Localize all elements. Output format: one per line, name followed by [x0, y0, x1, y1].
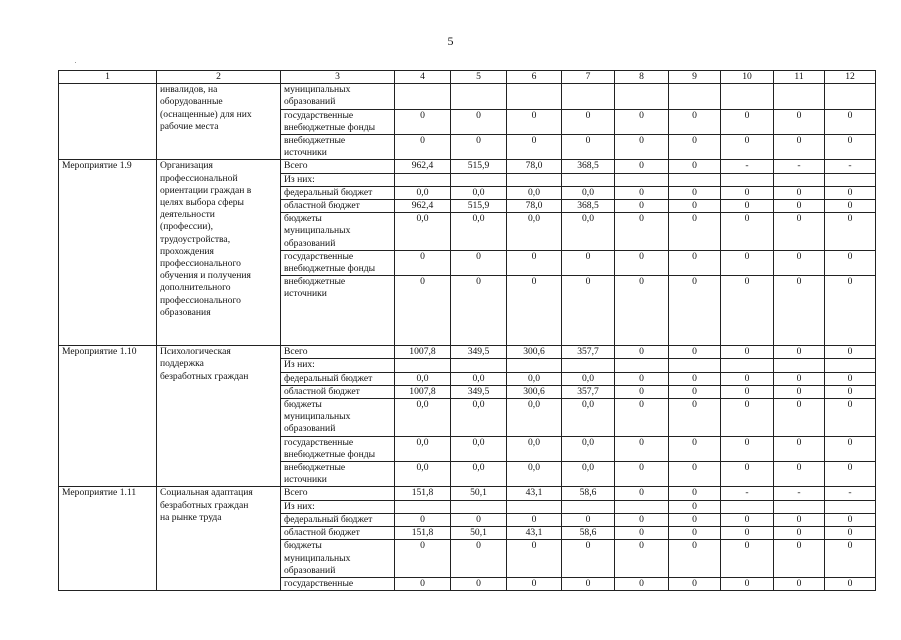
header-cell: 6 — [507, 71, 562, 84]
value-cell: 515,9 — [451, 200, 507, 213]
header-cell: 2 — [157, 71, 281, 84]
value-cell: 0 — [774, 385, 825, 398]
value-cell: 0 — [395, 276, 451, 346]
value-cell: 0 — [562, 276, 615, 346]
value-cell: 0 — [615, 527, 669, 540]
value-cell: 78,0 — [507, 200, 562, 213]
value-cell: - — [774, 487, 825, 500]
table-row — [59, 540, 876, 578]
value-cell: 0 — [562, 513, 615, 526]
event-cell — [59, 200, 157, 213]
value-cell: 0 — [669, 540, 721, 578]
table-row — [59, 385, 876, 398]
value-cell: 0,0 — [562, 186, 615, 199]
source-cell: государственные внебюджетные фонды — [281, 250, 395, 275]
value-cell — [562, 359, 615, 372]
value-cell: 0 — [721, 385, 774, 398]
source-cell: Из них: — [281, 173, 395, 186]
value-cell — [451, 84, 507, 109]
value-cell: 0 — [721, 399, 774, 437]
value-cell: 300,6 — [507, 346, 562, 359]
value-cell: 515,9 — [451, 160, 507, 173]
value-cell — [562, 173, 615, 186]
value-cell: 357,7 — [562, 346, 615, 359]
table-row — [59, 527, 876, 540]
value-cell: 0 — [395, 109, 451, 134]
description-text: Социальная адаптация безработных граждан на рынке труда — [160, 487, 253, 523]
event-cell — [59, 359, 157, 372]
value-cell: 0 — [669, 186, 721, 199]
description-cell — [157, 346, 281, 382]
value-cell: 0,0 — [395, 372, 451, 385]
description-cell — [157, 577, 281, 590]
value-cell: 0,0 — [451, 436, 507, 461]
value-cell — [395, 500, 451, 513]
value-cell: 0 — [562, 540, 615, 578]
value-cell: 0 — [825, 540, 876, 578]
value-cell — [395, 173, 451, 186]
value-cell: 0 — [669, 135, 721, 160]
event-cell — [59, 135, 157, 160]
value-cell: 0 — [669, 527, 721, 540]
value-cell: 0 — [615, 577, 669, 590]
value-cell: 0 — [721, 436, 774, 461]
value-cell — [774, 84, 825, 109]
value-cell: 0 — [615, 213, 669, 251]
value-cell: 0 — [721, 346, 774, 359]
value-cell: 0 — [451, 250, 507, 275]
value-cell: 0 — [669, 462, 721, 487]
source-cell: бюджеты муниципальных образований — [281, 540, 395, 578]
value-cell: - — [721, 160, 774, 173]
source-cell: бюджеты муниципальных образований — [281, 399, 395, 437]
table-row — [59, 462, 876, 487]
value-cell: 0 — [669, 577, 721, 590]
source-cell: федеральный бюджет — [281, 372, 395, 385]
value-cell: 368,5 — [562, 160, 615, 173]
value-cell — [825, 173, 876, 186]
value-cell — [507, 84, 562, 109]
event-cell — [59, 173, 157, 186]
value-cell — [615, 173, 669, 186]
value-cell: 0 — [774, 436, 825, 461]
value-cell: 0,0 — [395, 399, 451, 437]
value-cell: 0 — [825, 346, 876, 359]
event-cell — [59, 276, 157, 346]
value-cell: 0 — [615, 346, 669, 359]
table-row — [59, 577, 876, 590]
value-cell: 0,0 — [507, 186, 562, 199]
source-cell: внебюджетные источники — [281, 135, 395, 160]
event-cell — [59, 385, 157, 398]
value-cell: 0 — [825, 513, 876, 526]
description-cell — [157, 385, 281, 398]
event-cell — [59, 577, 157, 590]
value-cell: 0,0 — [451, 213, 507, 251]
value-cell: - — [825, 487, 876, 500]
value-cell — [721, 359, 774, 372]
value-cell: 0,0 — [395, 186, 451, 199]
value-cell: 0 — [615, 487, 669, 500]
value-cell: 0 — [507, 276, 562, 346]
value-cell: 58,6 — [562, 487, 615, 500]
value-cell: 0 — [774, 540, 825, 578]
value-cell: 0,0 — [507, 372, 562, 385]
value-cell: 0 — [615, 436, 669, 461]
value-cell: 0 — [451, 540, 507, 578]
value-cell: 0 — [825, 186, 876, 199]
source-cell: внебюджетные источники — [281, 276, 395, 346]
description-cell — [157, 160, 281, 318]
value-cell: 0 — [721, 186, 774, 199]
event-cell — [59, 109, 157, 134]
value-cell: 0 — [615, 186, 669, 199]
value-cell: 0 — [669, 385, 721, 398]
value-cell: 1007,8 — [395, 385, 451, 398]
value-cell: 0 — [615, 135, 669, 160]
value-cell: 0 — [615, 462, 669, 487]
value-cell: 0 — [774, 135, 825, 160]
value-cell: 0 — [825, 436, 876, 461]
table-row — [59, 487, 876, 500]
value-cell: 0 — [615, 109, 669, 134]
value-cell: 0,0 — [395, 213, 451, 251]
value-cell: 0 — [507, 109, 562, 134]
value-cell: 50,1 — [451, 527, 507, 540]
value-cell — [451, 173, 507, 186]
value-cell: 0 — [615, 513, 669, 526]
value-cell: 43,1 — [507, 487, 562, 500]
value-cell: 0,0 — [507, 399, 562, 437]
value-cell: 0 — [615, 540, 669, 578]
value-cell: 0 — [774, 513, 825, 526]
value-cell: 300,6 — [507, 385, 562, 398]
header-cell: 7 — [562, 71, 615, 84]
table-row — [59, 160, 876, 173]
value-cell: 357,7 — [562, 385, 615, 398]
value-cell: 0 — [669, 250, 721, 275]
value-cell: 0 — [669, 160, 721, 173]
value-cell — [774, 359, 825, 372]
event-cell: Мероприятие 1.10 — [59, 346, 157, 359]
value-cell: 0 — [395, 250, 451, 275]
value-cell — [615, 359, 669, 372]
source-cell: областной бюджет — [281, 385, 395, 398]
value-cell: 0 — [774, 372, 825, 385]
source-cell: государственные — [281, 577, 395, 590]
value-cell: 0,0 — [451, 186, 507, 199]
value-cell: 0 — [669, 109, 721, 134]
value-cell: 0 — [451, 276, 507, 346]
source-cell: Всего — [281, 160, 395, 173]
value-cell: 151,8 — [395, 487, 451, 500]
value-cell: 0 — [669, 500, 721, 513]
description-cell — [157, 135, 281, 160]
value-cell: 0,0 — [562, 372, 615, 385]
value-cell: 0 — [562, 577, 615, 590]
header-cell: 11 — [774, 71, 825, 84]
event-cell — [59, 436, 157, 461]
value-cell: 0,0 — [507, 213, 562, 251]
description-cell — [157, 487, 281, 523]
value-cell: 0 — [721, 462, 774, 487]
value-cell: 0 — [507, 540, 562, 578]
value-cell — [825, 359, 876, 372]
header-cell: 10 — [721, 71, 774, 84]
value-cell: 0 — [774, 577, 825, 590]
value-cell: 0 — [615, 276, 669, 346]
value-cell: 0 — [825, 200, 876, 213]
event-cell — [59, 527, 157, 540]
event-cell: Мероприятие 1.9 — [59, 160, 157, 173]
value-cell: 0 — [825, 385, 876, 398]
value-cell — [507, 359, 562, 372]
budget-table — [58, 70, 876, 591]
value-cell: 0 — [825, 276, 876, 346]
value-cell — [615, 500, 669, 513]
value-cell: 0 — [507, 250, 562, 275]
value-cell — [825, 500, 876, 513]
value-cell: 0 — [825, 577, 876, 590]
value-cell — [721, 500, 774, 513]
value-cell: 0,0 — [562, 462, 615, 487]
value-cell: 0 — [451, 513, 507, 526]
description-cell — [157, 462, 281, 487]
value-cell: 0 — [615, 385, 669, 398]
value-cell — [507, 173, 562, 186]
value-cell: 0,0 — [451, 372, 507, 385]
value-cell: 0 — [721, 135, 774, 160]
value-cell: 0 — [721, 513, 774, 526]
value-cell: 1007,8 — [395, 346, 451, 359]
value-cell: 0 — [774, 527, 825, 540]
event-cell — [59, 513, 157, 526]
value-cell — [774, 500, 825, 513]
value-cell: 0 — [395, 513, 451, 526]
value-cell — [774, 173, 825, 186]
value-cell — [451, 359, 507, 372]
table-row — [59, 399, 876, 437]
value-cell: 0,0 — [451, 462, 507, 487]
value-cell: 0 — [825, 250, 876, 275]
value-cell — [395, 84, 451, 109]
event-cell — [59, 372, 157, 385]
value-cell: 0,0 — [395, 462, 451, 487]
value-cell: 0 — [451, 135, 507, 160]
value-cell: 0 — [774, 276, 825, 346]
value-cell: 0 — [669, 346, 721, 359]
table-row — [59, 436, 876, 461]
value-cell: 0 — [721, 527, 774, 540]
value-cell: 0 — [825, 399, 876, 437]
value-cell: 0 — [721, 276, 774, 346]
value-cell: 0 — [615, 250, 669, 275]
value-cell: 0 — [669, 399, 721, 437]
value-cell: 0 — [774, 346, 825, 359]
value-cell: 0 — [669, 487, 721, 500]
source-cell: областной бюджет — [281, 200, 395, 213]
source-cell: федеральный бюджет — [281, 186, 395, 199]
value-cell — [562, 84, 615, 109]
value-cell: 0 — [825, 213, 876, 251]
value-cell: 0,0 — [395, 436, 451, 461]
value-cell: 0 — [395, 540, 451, 578]
value-cell: 0 — [669, 372, 721, 385]
value-cell — [669, 84, 721, 109]
value-cell: 0 — [825, 372, 876, 385]
value-cell — [562, 500, 615, 513]
value-cell: - — [721, 487, 774, 500]
value-cell: 0 — [774, 186, 825, 199]
value-cell — [451, 500, 507, 513]
value-cell: 43,1 — [507, 527, 562, 540]
source-cell: областной бюджет — [281, 527, 395, 540]
description-cell — [157, 436, 281, 461]
value-cell: 962,4 — [395, 200, 451, 213]
event-cell — [59, 540, 157, 578]
value-cell: 0 — [395, 135, 451, 160]
table-row — [59, 346, 876, 359]
table-row — [59, 135, 876, 160]
description-text: Психологическая поддержка безработных граждан — [160, 346, 249, 382]
source-cell: государственные внебюджетные фонды — [281, 436, 395, 461]
source-cell: бюджеты муниципальных образований — [281, 213, 395, 251]
value-cell: 0,0 — [507, 436, 562, 461]
event-cell — [59, 500, 157, 513]
value-cell: 0 — [721, 577, 774, 590]
value-cell: 58,6 — [562, 527, 615, 540]
value-cell: 0 — [669, 513, 721, 526]
value-cell: 0 — [669, 200, 721, 213]
value-cell: 0 — [825, 109, 876, 134]
source-cell: государственные внебюджетные фонды — [281, 109, 395, 134]
event-cell — [59, 399, 157, 437]
value-cell: - — [825, 160, 876, 173]
value-cell: 0 — [774, 200, 825, 213]
value-cell — [669, 173, 721, 186]
value-cell: 349,5 — [451, 385, 507, 398]
description-cell — [157, 84, 281, 132]
value-cell: 349,5 — [451, 346, 507, 359]
description-cell — [157, 540, 281, 578]
header-cell: 1 — [59, 71, 157, 84]
header-cell: 3 — [281, 71, 395, 84]
value-cell: 0,0 — [562, 436, 615, 461]
value-cell: 0 — [615, 372, 669, 385]
value-cell — [721, 84, 774, 109]
value-cell: 0 — [615, 200, 669, 213]
header-cell: 4 — [395, 71, 451, 84]
description-text: инвалидов, на оборудованные (оснащенные) для них рабочие места — [160, 84, 252, 132]
description-text: Организация профессиональной ориентации граждан в целях выбора сферы деятельности (профессии), трудоустройства, прохождения профессионального обучения и получения дополнительного профессионального образования — [160, 160, 252, 318]
description-cell — [157, 527, 281, 540]
source-cell: Всего — [281, 487, 395, 500]
value-cell: 0,0 — [562, 399, 615, 437]
value-cell: 0 — [721, 109, 774, 134]
source-cell: муниципальных образований — [281, 84, 395, 109]
value-cell: 0 — [721, 372, 774, 385]
value-cell — [395, 359, 451, 372]
value-cell — [615, 84, 669, 109]
value-cell: 0 — [451, 577, 507, 590]
value-cell: 0 — [562, 135, 615, 160]
event-cell — [59, 462, 157, 487]
value-cell — [721, 173, 774, 186]
description-cell — [157, 399, 281, 437]
value-cell: 0,0 — [451, 399, 507, 437]
value-cell — [669, 359, 721, 372]
value-cell: 0 — [721, 250, 774, 275]
table-row — [59, 84, 876, 109]
value-cell: 151,8 — [395, 527, 451, 540]
value-cell: 962,4 — [395, 160, 451, 173]
source-cell: Из них: — [281, 359, 395, 372]
value-cell: 0,0 — [562, 213, 615, 251]
scan-speck — [75, 62, 76, 63]
value-cell: 0 — [507, 135, 562, 160]
value-cell: 0 — [721, 540, 774, 578]
value-cell: 0 — [774, 109, 825, 134]
header-row — [59, 71, 876, 84]
event-cell — [59, 213, 157, 251]
value-cell: 0 — [507, 513, 562, 526]
value-cell: 0 — [721, 213, 774, 251]
value-cell: 0 — [774, 250, 825, 275]
page-number: 5 — [447, 34, 454, 48]
source-cell: внебюджетные источники — [281, 462, 395, 487]
value-cell — [507, 500, 562, 513]
value-cell — [825, 84, 876, 109]
value-cell: 0 — [774, 462, 825, 487]
event-cell: Мероприятие 1.11 — [59, 487, 157, 500]
event-cell — [59, 250, 157, 275]
value-cell: 0 — [721, 200, 774, 213]
value-cell: 0 — [615, 160, 669, 173]
value-cell: 50,1 — [451, 487, 507, 500]
value-cell: 0,0 — [507, 462, 562, 487]
header-cell: 9 — [669, 71, 721, 84]
value-cell: 0 — [395, 577, 451, 590]
value-cell: 0 — [825, 527, 876, 540]
event-cell — [59, 84, 157, 109]
value-cell: 0 — [507, 577, 562, 590]
event-cell — [59, 186, 157, 199]
value-cell: 0 — [562, 250, 615, 275]
value-cell: 0 — [825, 462, 876, 487]
header-cell: 8 — [615, 71, 669, 84]
value-cell: - — [774, 160, 825, 173]
value-cell: 0 — [669, 213, 721, 251]
header-cell: 12 — [825, 71, 876, 84]
value-cell: 0 — [774, 399, 825, 437]
value-cell: 0 — [774, 213, 825, 251]
value-cell: 0 — [669, 436, 721, 461]
value-cell: 368,5 — [562, 200, 615, 213]
value-cell: 0 — [562, 109, 615, 134]
value-cell: 78,0 — [507, 160, 562, 173]
source-cell: федеральный бюджет — [281, 513, 395, 526]
header-cell: 5 — [451, 71, 507, 84]
source-cell: Всего — [281, 346, 395, 359]
value-cell: 0 — [451, 109, 507, 134]
value-cell: 0 — [825, 135, 876, 160]
source-cell: Из них: — [281, 500, 395, 513]
value-cell: 0 — [615, 399, 669, 437]
value-cell: 0 — [669, 276, 721, 346]
